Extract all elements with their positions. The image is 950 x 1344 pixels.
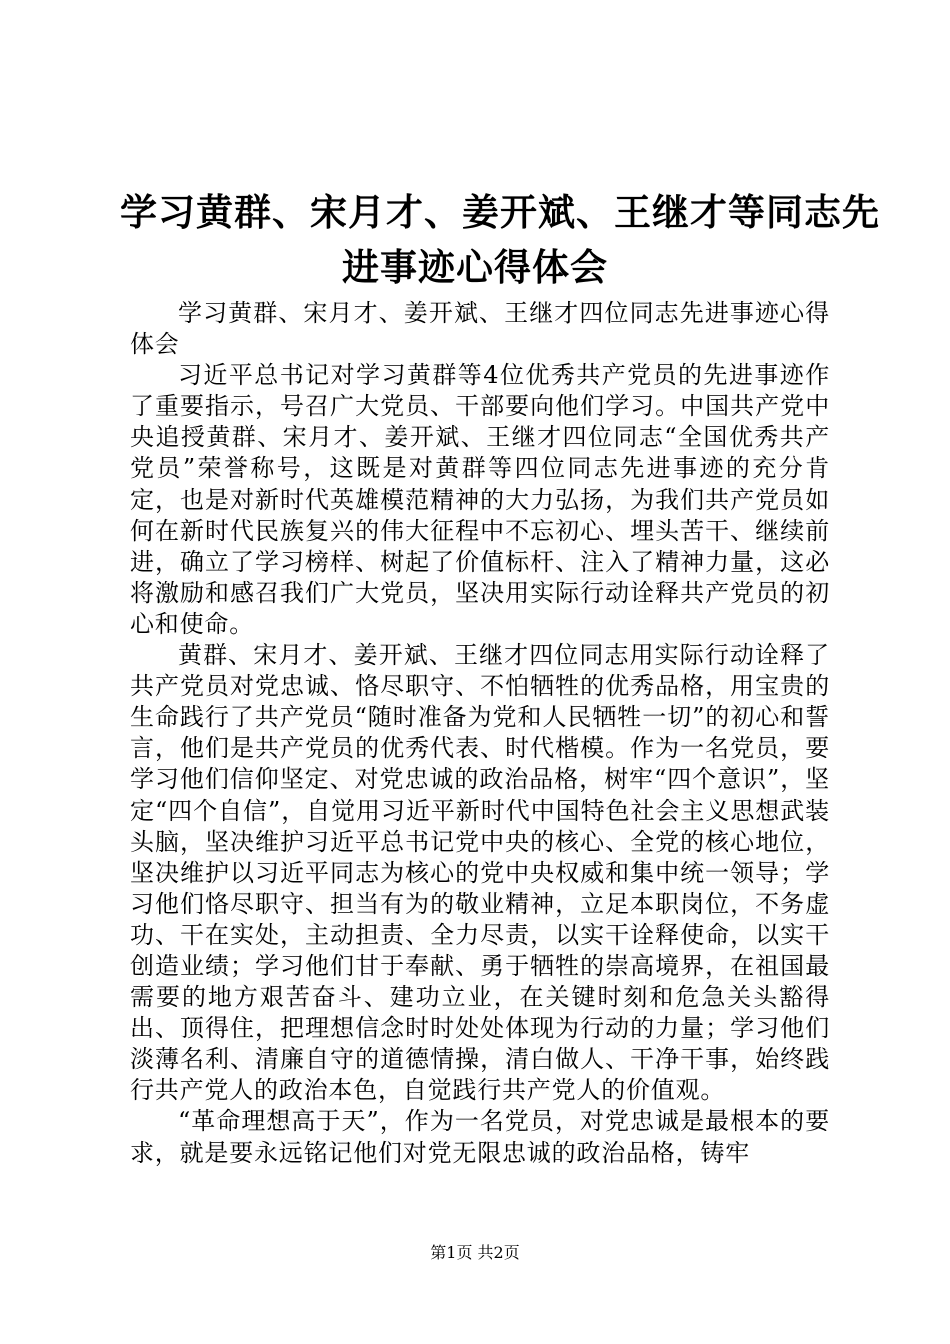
paragraph-2: 黄群、宋月才、姜开斌、王继才四位同志用实际行动诠释了共产党员对党忠诚、恪尽职守、不怕牺牲的优秀品格，用宝贵的生命践行了共产党员“随时准备为党和人民牺牲一切”的初心和誓言，他们是共产党员的优秀代表、时代楷模。作为一名党员，要学习他们信仰坚定、对党忠诚的政治品格，树牢“四个意识”，坚定“四个自信”，自觉用习近平新时代中国特色社会主义思想武装头脑，坚决维护习近平总书记党中央的核心、全党的核心地位，坚决维护以习近平同志为核心的党中央权威和集中统一领导；学习他们恪尽职守、担当有为的敬业精神，立足本职岗位，不务虚功、干在实处，主动担责、全力尽责，以实干诠释使命，以实干创造业绩；学习他们甘于奉献、勇于牺牲的崇高境界，在祖国最需要的地方艰苦奋斗、建功立业，在关键时刻和危急关头豁得出、顶得住，把理想信念时时处处体现为行动的力量；学习他们淡薄名利、清廉自守的道德情操，清白做人、干净干事，始终践行共产党人的政治本色，自觉践行共产党人的价值观。	[130, 641, 830, 1105]
paragraph-subtitle: 学习黄群、宋月才、姜开斌、王继才四位同志先进事迹心得体会	[130, 299, 830, 359]
page-footer: 第1页 共2页	[430, 1243, 520, 1262]
document-title-line-1: 学习黄群、宋月才、姜开斌、王继才等同志先	[120, 190, 880, 234]
document-title-line-2: 进事迹心得体会	[342, 245, 608, 289]
paragraph-1: 习近平总书记对学习黄群等4位优秀共产党员的先进事迹作了重要指示，号召广大党员、干部要向他们学习。中国共产党中央追授黄群、宋月才、姜开斌、王继才四位同志“全国优秀共产党员”荣誉称号，这既是对黄群等四位同志先进事迹的充分肯定，也是对新时代英雄模范精神的大力弘扬，为我们共产党员如何在新时代民族复兴的伟大征程中不忘初心、埋头苦干、继续前进，确立了学习榜样、树起了价值标杆、注入了精神力量，这必将激励和感召我们广大党员，坚决用实际行动诠释共产党员的初心和使命。	[130, 361, 830, 638]
document-body	[130, 298, 830, 1169]
paragraph-3: “革命理想高于天”，作为一名党员，对党忠诚是最根本的要求，就是要永远铭记他们对党无限忠诚的政治品格，铸牢	[130, 1107, 830, 1167]
